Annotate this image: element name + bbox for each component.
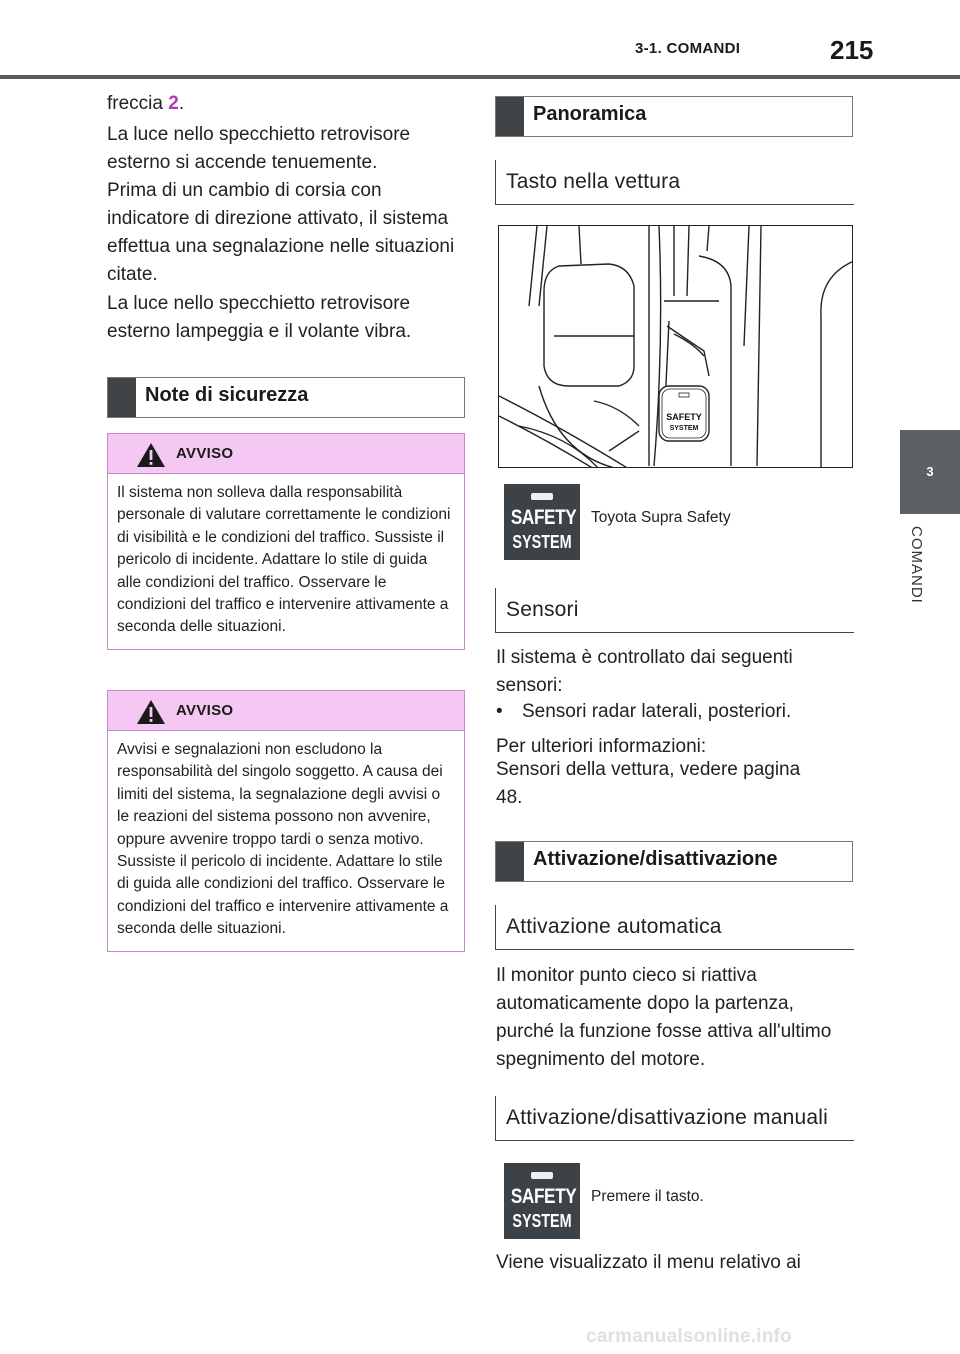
caption-toyota-safety: Toyota Supra Safety (591, 509, 731, 526)
safety-icon-label-1: SAFETY (510, 1185, 577, 1208)
reference-number: 2 (168, 93, 179, 114)
paragraph-light-dim: La luce nello specchietto retrovisore esterno si accende tenuemente. (107, 124, 411, 173)
subheading-sensors (495, 588, 854, 633)
center-console-drawing (499, 226, 853, 468)
heading-marker (108, 378, 136, 417)
paragraph-light-flash: La luce nello specchietto retrovisore esterno lampeggia e il volante vibra. (107, 293, 412, 342)
bullet-radar (496, 698, 846, 726)
chapter-tab-number: 3 (900, 430, 960, 514)
paragraph-freccia (107, 90, 467, 118)
header-rule (0, 75, 960, 79)
section-heading-text: Note di sicurezza (145, 384, 309, 406)
section-heading-safety (107, 377, 465, 418)
safety-icon-label-1: SAFETY (510, 506, 577, 529)
console-illustration (498, 225, 853, 468)
paragraph-end: . (178, 93, 185, 114)
chapter-tab-label-box (900, 514, 960, 704)
paragraph-auto: Il monitor punto cieco si riattiva automaticamente dopo la partenza, purché la funzione fosse attiva all'ultimo spegnimento del motore. (496, 965, 832, 1070)
illustration-button-label-2: SYSTEM (669, 425, 699, 432)
watermark: carmanualsonline.info (586, 1326, 792, 1347)
paragraph-see-page: Sensori della vettura, vedere pagina 48. (496, 759, 801, 808)
section-heading-overview (495, 96, 853, 137)
subheading-text: Attivazione automatica (506, 915, 722, 938)
section-heading-text: Panoramica (533, 103, 647, 125)
warning-header (108, 691, 464, 731)
page-number: 215 (830, 35, 874, 65)
safety-system-icon (504, 1163, 580, 1239)
bullet-text: Sensori radar laterali, posteriori. (522, 701, 792, 722)
heading-marker (496, 97, 524, 136)
warning-box-1 (107, 433, 465, 650)
safety-icon-label-2: SYSTEM (512, 532, 572, 552)
paragraph-sensors: Il sistema è controllato dai seguenti sensori: (496, 647, 793, 696)
section-heading-text: Attivazione/disattivazione (533, 848, 778, 870)
icon-led (531, 1172, 553, 1179)
subheading-text: Sensori (506, 598, 579, 621)
subheading-button (495, 160, 854, 205)
section-heading-activation (495, 841, 853, 882)
heading-marker (496, 842, 524, 881)
paragraph-more-info: Per ulteriori informazioni: (496, 736, 707, 757)
subheading-text: Tasto nella vettura (506, 170, 681, 193)
warning-triangle-icon (136, 442, 166, 468)
paragraph-lane-change: Prima di un cambio di corsia con indicatore di direzione attivato, il sistema effettua una segnalazione nelle situazioni citate. (107, 180, 455, 285)
subheading-auto (495, 905, 854, 950)
warning-header (108, 434, 464, 474)
bullet-mark: • (496, 701, 503, 722)
paragraph-final: Viene visualizzato il menu relativo ai (496, 1252, 801, 1273)
icon-led (531, 493, 553, 500)
warning-label: AVVISO (176, 445, 234, 462)
subheading-manual (495, 1096, 854, 1141)
warning-triangle-icon (136, 699, 166, 725)
safety-icon-label-2: SYSTEM (512, 1211, 572, 1231)
warning-box-2 (107, 690, 465, 952)
caption-press-button: Premere il tasto. (591, 1188, 704, 1205)
warning-text: Il sistema non solleva dalla responsabilità personale di valutare correttamente le condizioni di visibilità e le condizioni del traffico. Sussiste il pericolo di incidente. Adattare lo stile di guida alle condizioni del traffico. Osservare le condizioni del traffico e intervenire attivamente a seconda delle situazioni. (117, 484, 451, 636)
paragraph-text: freccia (107, 93, 169, 114)
warning-label: AVVISO (176, 702, 234, 719)
safety-system-icon (504, 484, 580, 560)
chapter-tab-label: COMANDI (908, 526, 925, 604)
illustration-button-label-1: SAFETY (666, 412, 702, 422)
warning-text: Avvisi e segnalazioni non escludono la responsabilità del singolo soggetto. A causa dei limiti del sistema, la segnalazione degli avvisi o le reazioni del sistema possono non avvenire, oppure avvenire troppo tardi o senza motivo. Sussiste il pericolo di incidente. Adattare lo stile di guida alle condizioni del traffico. Osservare le condizioni del traffico e intervenire attivamente a seconda delle situazioni. (117, 741, 449, 938)
running-header-section: 3-1. COMANDI (635, 40, 741, 57)
subheading-text: Attivazione/disattivazione manuali (506, 1106, 828, 1129)
